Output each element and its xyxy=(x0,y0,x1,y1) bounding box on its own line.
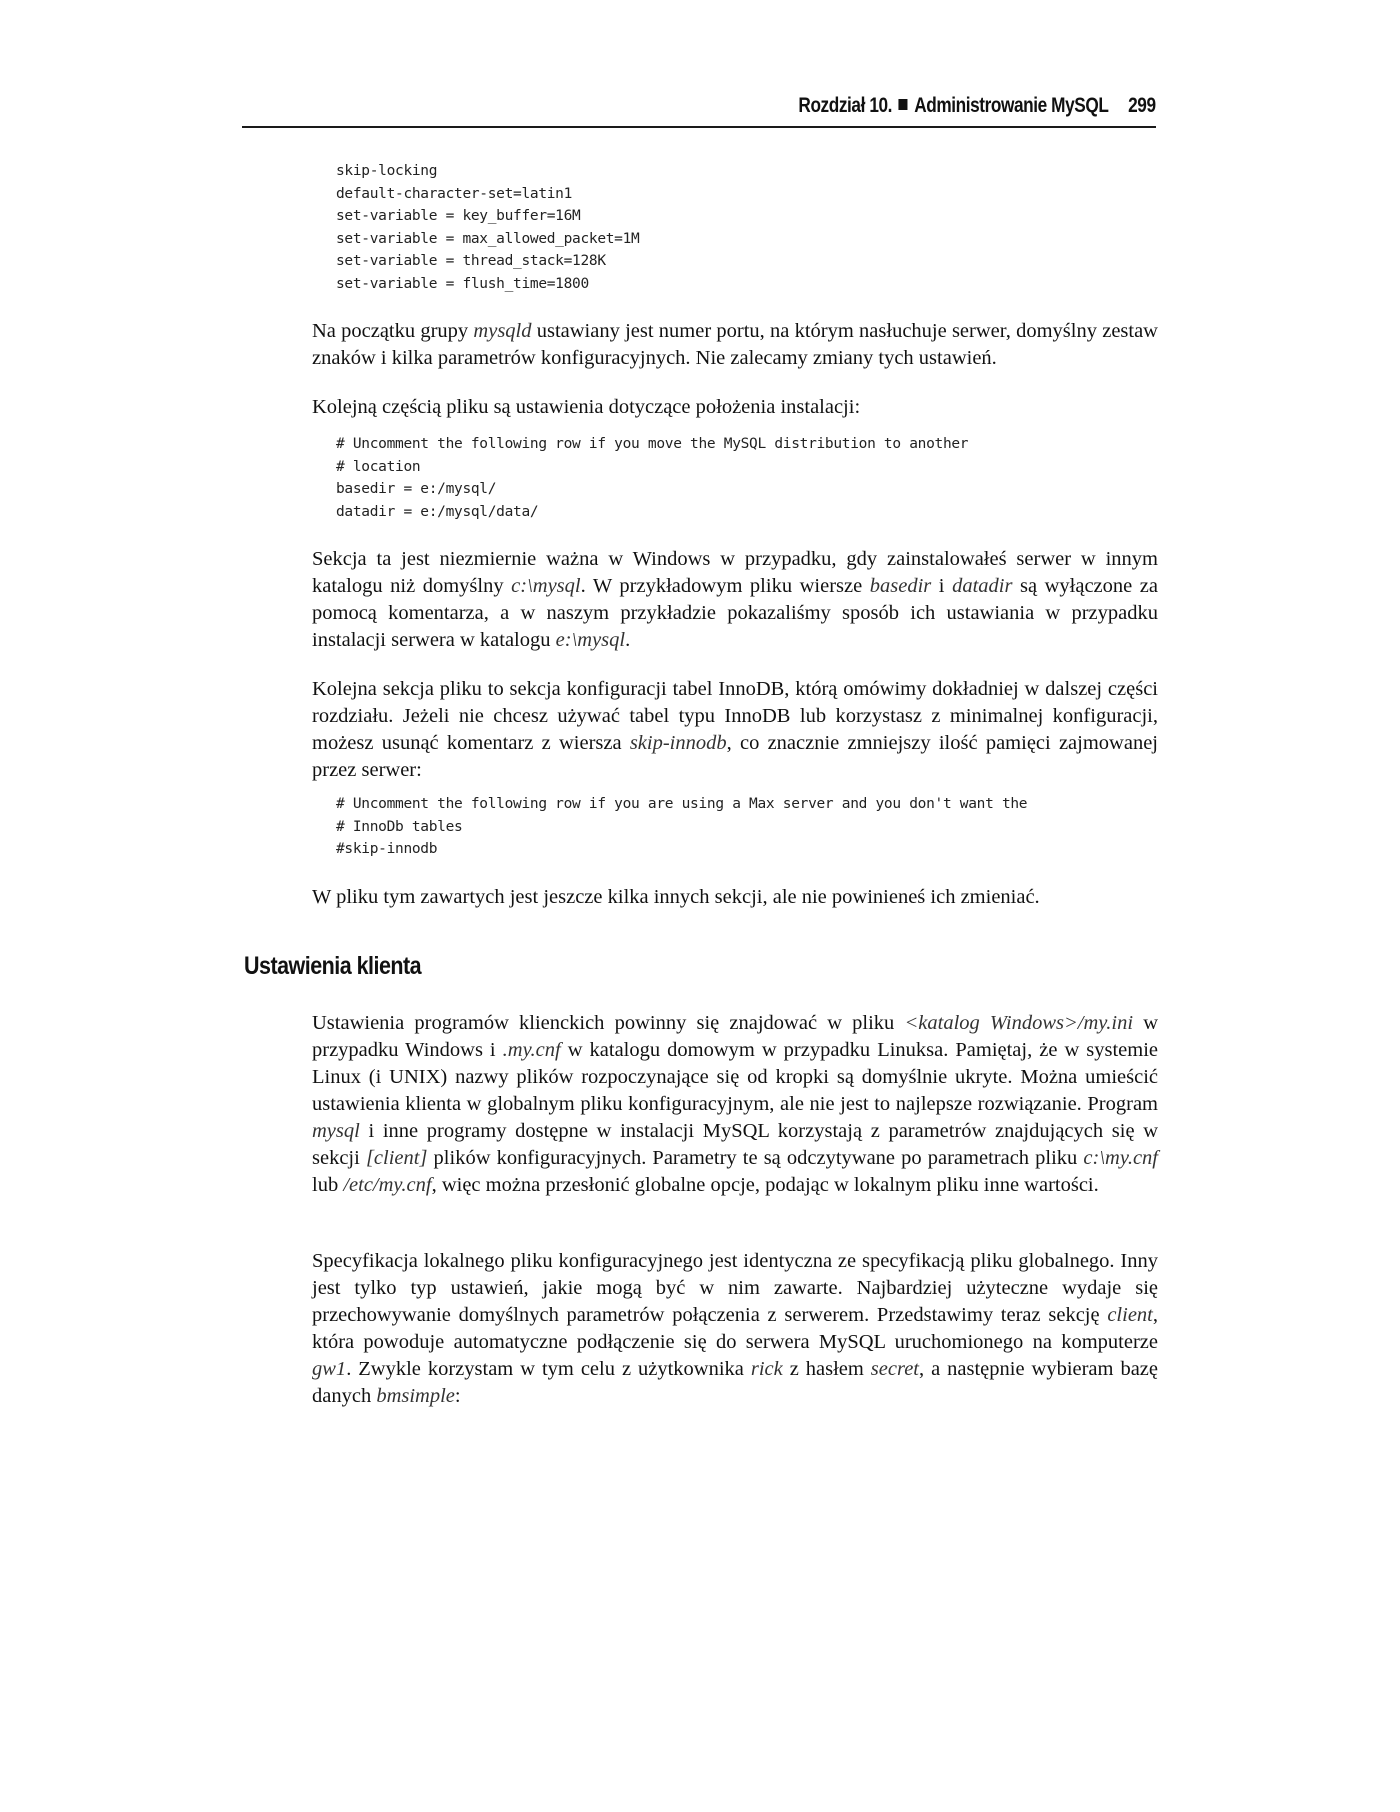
running-header xyxy=(242,92,1156,128)
text-run: Sekcja ta jest niezmiernie ważna w Windows w przypadku, gdy zainstalowałeś serwer w innym katalogu niż domyślny xyxy=(312,548,1158,597)
code-line: # Uncomment the following row if you move the MySQL distribution to another xyxy=(336,436,969,452)
text-run: z hasłem xyxy=(782,1358,871,1380)
paragraph-text: W pliku tym zawartych jest jeszcze kilka innych sekcji, ale nie powinieneś ich zmieniać. xyxy=(312,886,1040,908)
paragraph-6 xyxy=(312,1010,1158,1199)
text-run: plików konfiguracyjnych. Parametry te są odczytywane po parametrach pliku xyxy=(427,1147,1084,1169)
paragraph-3 xyxy=(312,546,1158,654)
italic-term: client xyxy=(1107,1304,1153,1326)
italic-term: c:\my.cnf xyxy=(1083,1147,1158,1169)
code-line: #skip-innodb xyxy=(336,841,438,857)
paragraph-7 xyxy=(312,1248,1158,1410)
text-run: , która powoduje automatyczne podłączenie się do serwera MySQL uruchomionego na komputerze xyxy=(312,1304,1158,1353)
paragraph-4 xyxy=(312,676,1158,784)
text-run: Ustawienia programów klienckich powinny się znajdować w pliku xyxy=(312,1012,905,1034)
text-run: . W przykładowym pliku wiersze xyxy=(580,575,870,597)
italic-term: /etc/my.cnf xyxy=(343,1174,432,1196)
italic-term: bmsimple xyxy=(376,1385,455,1407)
paragraph-5 xyxy=(312,884,1158,911)
text-run: ustawiany jest numer portu, na którym nasłuchuje serwer, domyślny zestaw znaków i kilka parametrów konfiguracyjnych. Nie zalecamy zmiany tych ustawień. xyxy=(312,320,1158,369)
square-bullet-icon xyxy=(899,99,908,110)
text-run: Specyfikacja lokalnego pliku konfiguracyjnego jest identyczna ze specyfikacją pliku globalnego. Inny jest tylko typ ustawień, jakie mogą być w nim zawarte. Najbardziej użyteczne wydaje się przechowywanie domyślnych parametrów połączenia z serwerem. Przedstawimy teraz sekcję xyxy=(312,1250,1158,1326)
text-run: . Zwykle korzystam w tym celu z użytkownika xyxy=(346,1358,751,1380)
text-run: , więc można przesłonić globalne opcje, podając w lokalnym pliku inne wartości. xyxy=(431,1174,1099,1196)
code-block-innodb xyxy=(312,793,1158,861)
italic-term: basedir xyxy=(869,575,932,597)
text-run: w katalogu domowym w przypadku Linuksa. Pamiętaj, że w systemie Linux (i UNIX) nazwy plików rozpoczynające się od kropki są domyślnie ukryte. Można umieścić ustawienia klienta w globalnym pliku konfiguracyjnym, ale nie jest to najlepsze rozwiązanie. Program xyxy=(312,1039,1158,1115)
italic-term: c:\mysql xyxy=(511,575,581,597)
code-line: skip-locking xyxy=(336,163,438,179)
code-block-location xyxy=(312,433,1158,523)
text-run: w przypadku Windows i xyxy=(312,1012,1159,1061)
code-block-mysqld xyxy=(312,160,1158,295)
chapter-label: Rozdział 10. xyxy=(798,94,893,117)
code-line: default-character-set=latin1 xyxy=(336,185,573,202)
italic-term: rick xyxy=(750,1358,783,1380)
text-run: i xyxy=(931,575,953,597)
italic-term: mysql xyxy=(312,1120,360,1142)
code-line: set-variable = key_buffer=16M xyxy=(336,208,581,224)
italic-term: .my.cnf xyxy=(502,1039,561,1061)
code-line: set-variable = thread_stack=128K xyxy=(336,253,606,269)
text-run: , co znacznie zmniejszy ilość pamięci zajmowanej przez serwer: xyxy=(312,732,1158,781)
text-run: Na początku grupy xyxy=(312,320,474,342)
code-line: basedir = e:/mysql/ xyxy=(336,481,497,497)
code-line: # InnoDb tables xyxy=(336,818,463,835)
text-run: są wyłączone za pomocą komentarza, a w naszym przykładzie pokazaliśmy sposób ich ustawiania w przypadku instalacji serwera w katalogu xyxy=(312,575,1158,651)
italic-term: skip-innodb xyxy=(629,732,727,754)
text-run: : xyxy=(454,1385,461,1407)
text-run: , a następnie wybieram bazę danych xyxy=(312,1358,1158,1407)
section-heading: Ustawienia klienta xyxy=(244,952,422,980)
code-line: set-variable = max_allowed_packet=1M xyxy=(336,230,640,247)
paragraph-text: Kolejną częścią pliku są ustawienia dotyczące położenia instalacji: xyxy=(312,396,861,418)
code-line: # Uncomment the following row if you are using a Max server and you don't want the xyxy=(336,796,1028,812)
text-run: Kolejna sekcja pliku to sekcja konfiguracji tabel InnoDB, którą omówimy dokładniej w dalszej części rozdziału. Jeżeli nie chcesz używać tabel typu InnoDB lub korzystasz z minimalnej konfiguracji, możesz usunąć komentarz z wiersza xyxy=(312,678,1158,754)
page-number: 299 xyxy=(1128,94,1156,117)
text-run: i inne programy dostępne w instalacji MySQL korzystają z parametrów znajdujących się w sekcji xyxy=(312,1120,1158,1169)
code-line: set-variable = flush_time=1800 xyxy=(336,275,589,292)
paragraph-2 xyxy=(312,394,1158,421)
italic-term: [client] xyxy=(365,1147,428,1169)
italic-term: e:\mysql xyxy=(555,629,626,651)
header-text xyxy=(799,94,1156,118)
text-run: . xyxy=(625,629,631,651)
text-run: lub xyxy=(312,1174,344,1196)
paragraph-1 xyxy=(312,318,1158,372)
italic-term: datadir xyxy=(952,575,1013,597)
italic-term: <katalog Windows>/my.ini xyxy=(904,1012,1134,1034)
code-line: # location xyxy=(336,458,421,475)
italic-term: mysqld xyxy=(473,320,532,342)
code-line: datadir = e:/mysql/data/ xyxy=(336,503,539,520)
italic-term: secret xyxy=(870,1358,919,1380)
chapter-title: Administrowanie MySQL xyxy=(914,94,1109,117)
italic-term: gw1 xyxy=(312,1358,347,1380)
